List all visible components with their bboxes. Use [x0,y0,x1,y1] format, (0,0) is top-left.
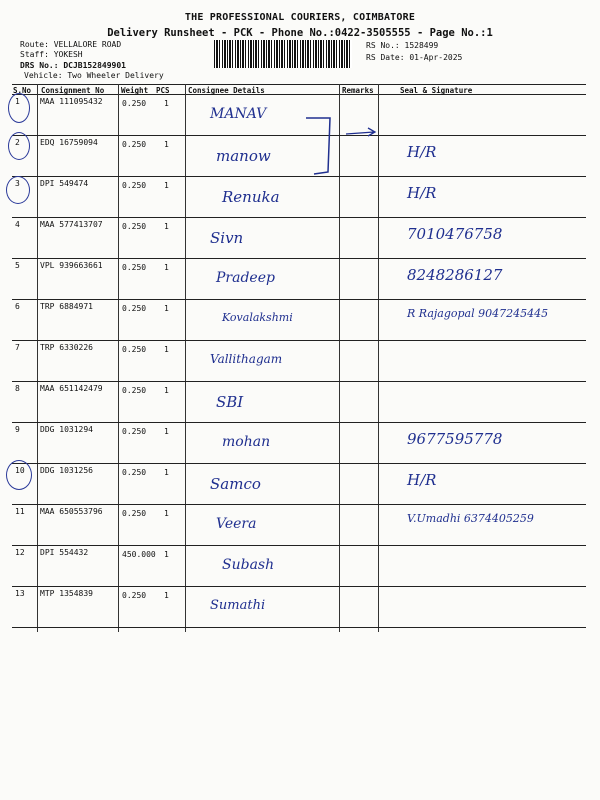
row-sno: 12 [15,548,25,557]
row-consignment-no: DDG 1031294 [40,425,93,434]
row-consignee-handwritten: Renuka [222,188,280,206]
row-weight: 0.250 [122,304,147,313]
row-pcs: 1 [164,591,169,600]
header-weight: Weight [121,86,149,95]
row-consignee-handwritten: Sivn [210,229,244,247]
row-signature: 8248286127 [407,266,503,284]
row-sno: 1 [15,97,20,106]
row-signature: H/R [407,143,437,161]
row-pcs: 1 [164,345,169,354]
row-consignee-handwritten: Sumathi [210,598,266,613]
rs-date: RS Date: 01-Apr-2025 [366,53,463,62]
barcode-image [214,40,352,68]
row-consignee-handwritten: MANAV [210,106,267,122]
row-consignee-handwritten: mohan [222,434,271,450]
row-consignment-no: DPI 554432 [40,548,89,557]
header-seal-signature: Seal & Signature [400,86,473,95]
row-weight: 0.250 [122,509,147,518]
staff: Staff: YOKESH [20,50,83,59]
header-consignee: Consignee Details [188,86,265,95]
row-sno: 3 [15,179,20,188]
row-weight: 450.000 [122,550,156,559]
row-signature: 9677595778 [407,430,503,448]
row-signature: R Rajagopal 9047245445 [407,307,549,320]
row-consignment-no: MAA 111095432 [40,97,103,106]
row-sno: 4 [15,220,20,229]
annotation-circle [8,93,30,123]
row-sno: 13 [15,589,25,598]
row-consignee-handwritten: manow [216,147,271,165]
row-pcs: 1 [164,99,169,108]
row-pcs: 1 [164,386,169,395]
company-title: THE PROFESSIONAL COURIERS, COIMBATORE [184,12,416,23]
row-sno: 9 [15,425,20,434]
drs-number: DRS No.: DCJB152849901 [20,61,126,70]
row-consignee-handwritten: Vallithagam [210,352,283,366]
row-pcs: 1 [164,222,169,231]
runsheet-subtitle: Delivery Runsheet - PCK - Phone No.:0422-3505555 - Page No.:1 [107,27,493,39]
row-pcs: 1 [164,550,169,559]
row-pcs: 1 [164,263,169,272]
row-weight: 0.250 [122,468,147,477]
annotation-circle [6,460,32,490]
row-consignment-no: MTP 1354839 [40,589,93,598]
bracket-arrow-icon [300,112,390,182]
row-weight: 0.250 [122,263,147,272]
row-sno: 6 [15,302,20,311]
row-signature: H/R [407,471,437,489]
row-consignee-handwritten: Kovalakshmi [222,311,293,324]
header-remarks: Remarks [342,86,374,95]
runsheet-table [12,84,586,632]
row-weight: 0.250 [122,140,147,149]
row-pcs: 1 [164,304,169,313]
route: Route: VELLALORE ROAD [20,40,122,49]
row-weight: 0.250 [122,345,147,354]
row-signature: V.Umadhi 6374405259 [407,512,534,525]
row-sno: 10 [15,466,25,475]
row-sno: 11 [15,507,25,516]
row-consignment-no: EDQ 16759094 [40,138,98,147]
header-consignment: Consignment No [41,86,105,95]
row-weight: 0.250 [122,181,147,190]
row-weight: 0.250 [122,99,147,108]
rs-number: RS No.: 1528499 [366,41,439,50]
row-pcs: 1 [164,509,169,518]
row-pcs: 1 [164,468,169,477]
row-sno: 8 [15,384,20,393]
row-signature: H/R [407,184,437,202]
row-consignment-no: DPI 549474 [40,179,89,188]
row-pcs: 1 [164,181,169,190]
row-sno: 7 [15,343,20,352]
vehicle: Vehicle: Two Wheeler Delivery [24,71,164,80]
row-consignment-no: MAA 650553796 [40,507,103,516]
row-consignment-no: TRP 6884971 [40,302,93,311]
row-consignment-no: VPL 939663661 [40,261,103,270]
row-sno: 5 [15,261,20,270]
row-consignee-handwritten: Samco [210,475,261,493]
row-consignee-handwritten: SBI [216,393,244,411]
row-sno: 2 [15,138,20,147]
annotation-circle [6,176,30,204]
row-consignment-no: MAA 651142479 [40,384,103,393]
row-weight: 0.250 [122,591,147,600]
row-consignee-handwritten: Subash [222,557,275,573]
row-weight: 0.250 [122,427,147,436]
row-consignment-no: DDG 1031256 [40,466,93,475]
row-consignee-handwritten: Veera [216,516,257,532]
row-weight: 0.250 [122,386,147,395]
row-signature: 7010476758 [407,225,503,243]
row-weight: 0.250 [122,222,147,231]
header-pcs: PCS [156,86,170,95]
row-pcs: 1 [164,140,169,149]
row-pcs: 1 [164,427,169,436]
row-consignee-handwritten: Pradeep [216,270,275,286]
row-consignment-no: TRP 6330226 [40,343,93,352]
header-sno: S.No [13,86,32,95]
annotation-circle [8,132,30,160]
row-consignment-no: MAA 577413707 [40,220,103,229]
